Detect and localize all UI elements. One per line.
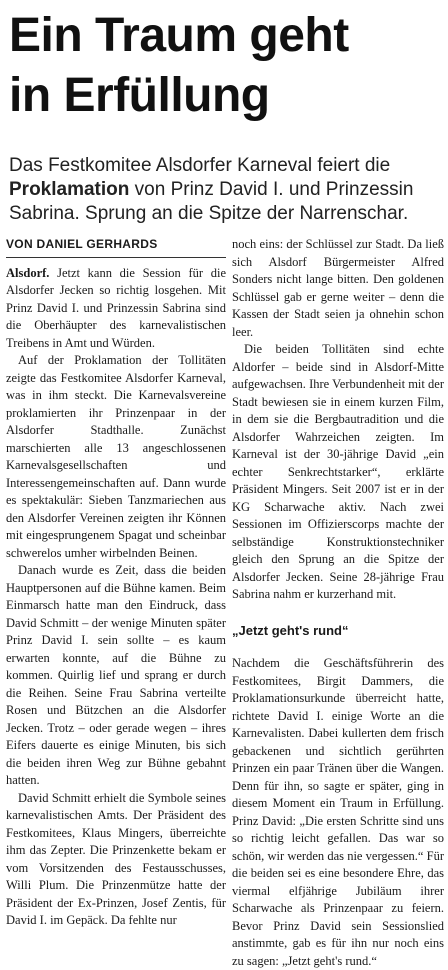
byline: VON DANIEL GERHARDS <box>6 236 226 258</box>
subhead-text-start: Das Festkomitee Alsdorfer Karneval feiert die <box>9 155 391 176</box>
headline-line-1: Ein Traum geht <box>9 9 349 62</box>
headline <box>9 6 445 126</box>
article-column-left <box>6 236 226 930</box>
section-subtitle: „Jetzt geht's rund“ <box>232 622 349 638</box>
paragraph-symbols: David Schmitt erhielt die Symbole seines karnevalistischen Amts. Der Präsident des Festkomitees, Klaus Mingers, überreichte ihm das Zepter. Die Prinzenkette bekam er vom Vorsitzenden des Festausschusses, Willi Plum. Die Prinzenmütze hatte der Präsident der Ex-Prinzen, Josef Zentis, für David I. im Gepäck. Da fehlte nur <box>6 790 226 927</box>
paragraph-entrance: Danach wurde es Zeit, dass die beiden Hauptpersonen auf die Bühne kamen. Beim Einmarsch hatte man den Eindruck, dass David Schmitt – der wenige Minuten später Prinz David I. sein sollte – es kaum erwarten konnte, auf die Bühne zu kommen. Quirlig lief und sprang er durch die Reihen. Seine Frau Sabrina verteilte Rosen und Bützchen an die Alsdorfer Jecken. Trotz – oder gerade wegen – ihres Eifers dauerte es einige Minuten, bis sich die beiden ihren Weg zur Bühne gebahnt hatten. <box>6 563 226 787</box>
paragraph-speech: Nachdem die Geschäftsführerin des Festkomitees, Birgit Dammers, die Proklamationsurkunde überreicht hatte, richtete David I. einige Worte an die Karnevalisten. Dabei kullerten dem frisch gebackenen und sichtlich gerührten Prinzen ein paar Tränen über die Wangen. Denn für ihn, so sagte er später, ging in diesem Moment ein Traum in Erfüllung. Prinz David: „Die ersten Schritte sind uns so richtig leicht gefallen. Das war so schön, wir werden das nie vergessen.“ Für die beiden sei es eine besondere Ehre, das viermal elfjährige Jubiläum ihrer Scharwache als Prinzenpaar zu feiern. Bevor Prinz David sein Sessionslied anstimmte, gab es für ihn nur noch eins zu sagen: „Jetzt geht's rund.“ <box>232 656 444 968</box>
subhead-text-end: von Prinz David I. und Prinzessin Sabrina. Sprung an die Spitze der Narrenschar. <box>9 179 414 224</box>
subheadline <box>9 154 439 226</box>
article-column-right <box>232 236 444 970</box>
dateline: Alsdorf. <box>6 265 50 280</box>
paragraph-intro-text: Jetzt kann die Session für die Alsdorfer Jecken so richtig losgehen. Mit Prinz David I. und Prinzessin Sabrina sind die Oberhäupter des karnevalistischen Treibens in Amt und Würden. <box>6 265 227 350</box>
subhead-bold-word: Proklamation <box>9 179 130 200</box>
paragraph-alsdorfer: Die beiden Tollitäten sind echte Aldorfer – beide sind in Alsdorf-Mitte aufgewachsen. Ihre Verbundenheit mit der Stadt bewiesen sie in einem kurzen Film, in dem sie die Bergbautradition und die Alsdorfer Wahrzeichen zeigten. Im Karneval ist der 30-jährige David „ein echter Senkrechtstarker“, erklärte Präsident Mingers. Seit 2007 ist er in der KG Scharwache aktiv. Nach zwei Sessionen im Offizierscorps machte der selbständige Konstruktionstechniker gleich den Sprung an die Spitze der Alsdorfer Jecken. Seine 28-jährige Frau Sabrina nahm er kurzerhand mit. <box>232 342 444 601</box>
paragraph-proclamation: Auf der Proklamation der Tollitäten zeigte das Festkomitee Alsdorfer Karneval, was in ihm steckt. Die Karnevalsvereine proklamierten ihr Prinzenpaar in der Alsdorfer Stadthalle. Zunächst marschierten alle 13 angeschlossenen Karnevalsgesellschaften und Interessengemeinschaften auf. Dann wurde es spektakulär: Sieben Tanzmariechen aus den Alsdorfer Vereinen zeigten ihr Können mit eingesprungenem Spagat und scheinbar schwerelos umher wirbelnden Beinen. <box>6 353 226 560</box>
paragraph-symbols-continued: noch eins: der Schlüssel zur Stadt. Da ließ sich Alsdorf Bürgermeister Alfred Sonders nicht lange bitten. Den goldenen Schlüssel gab er gerne weiter – denn die Kassen der Stadt seien ja ohnehin schon leer. <box>232 237 444 339</box>
paragraph-intro <box>6 265 226 353</box>
headline-line-2: in Erfüllung <box>9 69 270 122</box>
